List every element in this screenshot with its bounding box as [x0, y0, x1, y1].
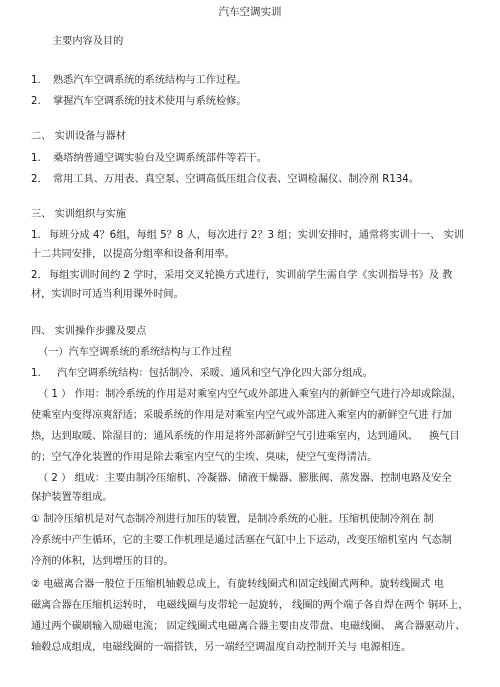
section-heading-steps: 四、 实训操作步骤及要点: [31, 326, 147, 337]
paragraph-line: 热，达到取暖、除湿目的；通风系统的作用是将外部新鲜空气引进乘室内，达到通风、: [31, 431, 419, 442]
list-item: [31, 74, 247, 88]
list-item: [31, 152, 267, 166]
paragraph-line: 冷系统中产生循环，它的主要工作机理是通过活塞在气缸中上下运动，改变压缩机室内 气态制: [31, 535, 452, 546]
list-item-number: 1.: [31, 75, 41, 86]
list-item: [31, 173, 419, 187]
paragraph-line: 保护装置等组成。: [31, 492, 113, 503]
paragraph-line: 轴毂总成组成，电磁线圈的一端搭铁，另一端经空调温度自动控制开关与 电源相连。: [31, 642, 412, 653]
list-item-number: 2.: [31, 270, 41, 281]
paragraph-line: （ 2 ） 组成：主要由制冷压缩机、冷凝器、储液干燥器、膨胀阀、蒸发器、控制电路及安全: [38, 473, 452, 484]
list-item-text: 常用工具、万用表、真空泵、空调高低压组合仪表、空调检漏仪、制冷剂 R134。: [53, 174, 419, 185]
section-heading-contents: 主要内容及目的: [52, 36, 124, 47]
list-item-text: 桑塔纳普通空调实验台及空调系统部件等若干。: [53, 153, 267, 164]
list-item-number: 2.: [31, 96, 41, 107]
paragraph-line: 换气目: [429, 431, 460, 442]
list-item-text: 熟悉汽车空调系统的系统结构与工作过程。: [53, 75, 247, 86]
paragraph-line: [31, 269, 452, 283]
list-item-number: 2.: [31, 174, 41, 185]
paragraph-line: ① 制冷压缩机是对气态制冷剂进行加压的装置，是制冷系统的心脏。压缩机使制冷剂在 制: [31, 514, 434, 525]
list-item: [31, 95, 247, 109]
section-heading-organization: 三、 实训组织与实施: [31, 209, 126, 220]
paragraph-text: 汽车空调系统结构：包括制冷、采暖、通风和空气净化四大部分组成。: [57, 368, 373, 379]
paragraph-line: 使乘室内变得凉爽舒适；采暖系统的作用是对乘室内空气或外部进入乘室内的新鲜空气进 行加: [31, 410, 452, 421]
paragraph-line: 通过两个碳刷输入励磁电流； 固定线圈式电磁离合器主要由皮带盘、电磁线圈、 离合器驱动片、: [31, 621, 466, 632]
paragraph-line: ② 电磁离合器一般位于压缩机轴毂总成上，有旋转线圈式和固定线圈式两种。旋转线圈式 电: [31, 579, 444, 590]
section-heading-equipment: 二、 实训设备与器材: [31, 131, 126, 142]
paragraph-line: 的；空气净化装置的作用是除去乘室内空气的尘埃、臭味，使空气变得清洁。: [31, 452, 378, 463]
paragraph-line: 冷剂的体积，达到增压的目的。: [31, 556, 174, 567]
paragraph-line: 磁离合器在压缩机运转时， 电磁线圈与皮带轮一起旋转， 线圈的两个端子各自焊在两个 铜环上，: [31, 600, 469, 611]
list-item-text: 掌握汽车空调系统的技术使用与系统检修。: [53, 96, 247, 107]
subsection-heading: （一）汽车空调系统的系统结构与工作过程: [38, 347, 232, 358]
paragraph-line: 材，实训时可适当利用课外时间。: [31, 289, 184, 300]
paragraph-text: 每组实训时间约 2 学时，采用交叉轮换方式进行，实训前学生需自学《实训指导书》及 教: [49, 270, 453, 281]
list-item-number: 1.: [31, 368, 41, 379]
paragraph-text: 每班分成 4？6组，每组 5？8 人，每次进行 2？3 组；实训安排时，通常将实训十一、 实训: [49, 230, 464, 241]
paragraph-line: [31, 367, 373, 381]
list-item-number: 1.: [31, 153, 41, 164]
paragraph-line: 十二共同安排，以提高分组率和设备利用率。: [31, 249, 235, 260]
list-item-number: 1.: [31, 230, 41, 241]
paragraph-line: [31, 229, 464, 243]
page-title: 汽车空调实训: [218, 6, 282, 18]
paragraph-line: （ 1 ） 作用：制冷系统的作用是对乘室内空气或外部进入乘室内的新鲜空气进行冷却或除湿，: [38, 389, 462, 400]
